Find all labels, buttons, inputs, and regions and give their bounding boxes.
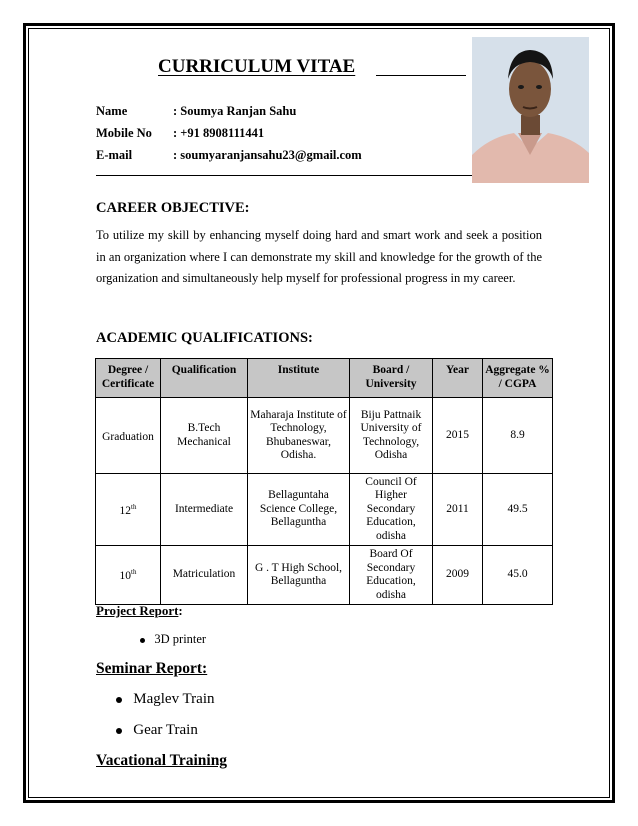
profile-photo	[472, 37, 589, 183]
cell-board: Council Of Higher Secondary Education, odisha	[350, 474, 433, 546]
cell-year: 2015	[433, 398, 483, 474]
col-header: Institute	[248, 359, 350, 398]
cell-aggregate: 49.5	[483, 474, 553, 546]
info-name-value: : Soumya Ranjan Sahu	[173, 104, 297, 118]
cell-qualification: B.Tech Mechanical	[161, 398, 248, 474]
cell-board: Board Of Secondary Education, odisha	[350, 546, 433, 605]
cell-institute: Bellaguntaha Science College, Bellaguntha	[248, 474, 350, 546]
info-mobile-value: : +91 8908111441	[173, 126, 265, 140]
bullet-icon	[140, 638, 145, 643]
cell-aggregate: 45.0	[483, 546, 553, 605]
bullet-icon	[116, 697, 122, 703]
table-row	[96, 546, 553, 605]
career-objective-text: To utilize my skill by enhancing myself doing hard and smart work and seek a position in an organization where I can demonstrate my skill and knowledge for the growth of the organization and simultaneously help myself for professional progress in my career.	[96, 228, 542, 286]
info-mobile-row	[96, 126, 264, 141]
cell-board: Biju Pattnaik University of Technology, Odisha	[350, 398, 433, 474]
project-report-heading: Project Report:	[96, 603, 183, 618]
info-email-row	[96, 148, 362, 163]
seminar-report-heading: Seminar Report:	[96, 660, 208, 677]
table-header-row	[96, 359, 553, 398]
cell-aggregate: 8.9	[483, 398, 553, 474]
col-header: Degree / Certificate	[96, 359, 161, 398]
cell-institute: Maharaja Institute of Technology, Bhubaneswar, Odisha.	[248, 398, 350, 474]
cell-degree: 10th	[96, 546, 161, 605]
table-row	[96, 474, 553, 546]
cell-degree: 12th	[96, 474, 161, 546]
bullet-icon	[116, 728, 122, 734]
vacational-training-heading: Vacational Training	[96, 752, 228, 769]
cell-degree: Graduation	[96, 398, 161, 474]
info-email-label: E-mail	[96, 148, 133, 162]
header-divider	[96, 175, 472, 176]
table-row	[96, 398, 553, 474]
cell-qualification: Matriculation	[161, 546, 248, 605]
col-header: Aggregate % / CGPA	[483, 359, 553, 398]
cell-institute: G . T High School, Bellaguntha	[248, 546, 350, 605]
list-item: 3D printer	[140, 632, 206, 647]
academic-table	[95, 358, 553, 605]
cell-year: 2009	[433, 546, 483, 605]
cell-year: 2011	[433, 474, 483, 546]
list-item: Gear Train	[116, 722, 198, 739]
title-underline-extension	[376, 75, 466, 76]
cell-qualification: Intermediate	[161, 474, 248, 546]
info-mobile-label: Mobile No	[96, 126, 152, 140]
col-header: Qualification	[161, 359, 248, 398]
list-item: Maglev Train	[116, 691, 215, 708]
cv-title: CURRICULUM VITAE	[158, 56, 356, 77]
info-name-label: Name	[96, 104, 128, 118]
info-email-value: : soumyaranjansahu23@gmail.com	[173, 148, 362, 162]
col-header: Board / University	[350, 359, 433, 398]
academic-qualifications-heading: ACADEMIC QUALIFICATIONS:	[96, 330, 313, 346]
info-name-row	[96, 104, 296, 119]
career-objective-heading: CAREER OBJECTIVE:	[96, 200, 250, 216]
col-header: Year	[433, 359, 483, 398]
